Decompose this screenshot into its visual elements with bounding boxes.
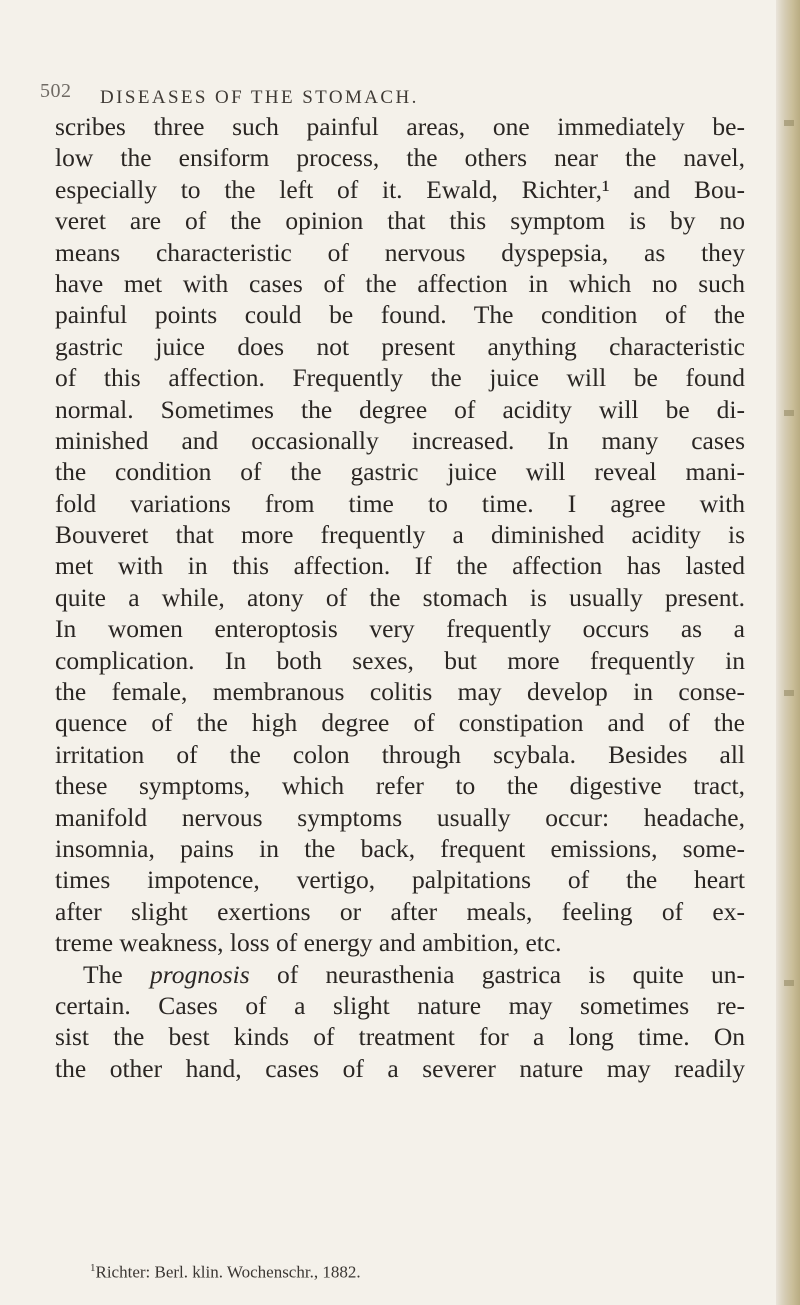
text-line: quence of the high degree of constipation and of the	[55, 708, 745, 738]
text-line: minished and occasionally increased. In many cases	[55, 425, 745, 455]
text-line: painful points could be found. The condition of the	[55, 300, 745, 330]
text-line: veret are of the opinion that this symptom is by no	[55, 206, 745, 236]
footnote	[90, 1262, 740, 1283]
text-line: these symptoms, which refer to the digestive tract,	[55, 771, 745, 801]
edge-mark	[784, 410, 794, 416]
text-line: normal. Sometimes the degree of acidity will be di-	[55, 394, 745, 424]
text-line: In women enteroptosis very frequently occurs as a	[55, 614, 745, 644]
text-line: irritation of the colon through scybala. Besides all	[55, 739, 745, 769]
prognosis-term: prognosis	[149, 959, 250, 989]
text-line: fold variations from time to time. I agree with	[55, 488, 745, 518]
running-head: DISEASES OF THE STOMACH.	[100, 87, 419, 108]
prognosis-first-line	[55, 959, 745, 990]
text-line: the female, membranous colitis may develop in conse-	[55, 677, 745, 707]
prognosis-lead: The	[83, 959, 150, 989]
text-line: after slight exertions or after meals, feeling of ex-	[55, 896, 745, 926]
text-line: gastric juice does not present anything characteristic	[55, 331, 745, 361]
text-line: low the ensiform process, the others near the navel,	[55, 143, 745, 173]
text-line: treme weakness, loss of energy and ambition, etc.	[55, 928, 562, 958]
text-line: certain. Cases of a slight nature may sometimes re-	[55, 990, 745, 1020]
page-edge-shadow	[776, 0, 800, 1305]
text-line: the other hand, cases of a severer nature may readily	[55, 1053, 745, 1083]
text-line: times impotence, vertigo, palpitations of the heart	[55, 865, 745, 895]
text-line: of this affection. Frequently the juice will be found	[55, 363, 745, 393]
text-line: especially to the left of it. Ewald, Richter,¹ and Bou-	[55, 174, 745, 204]
text-line: manifold nervous symptoms usually occur: headache,	[55, 802, 745, 832]
text-line: sist the best kinds of treatment for a long time. On	[55, 1022, 745, 1052]
text-line: insomnia, pains in the back, frequent emissions, some-	[55, 833, 745, 863]
text-line: have met with cases of the affection in which no such	[55, 268, 745, 298]
body-text	[55, 111, 745, 1084]
footnote-text: Richter: Berl. klin. Wochenschr., 1882.	[95, 1262, 361, 1282]
text-line: quite a while, atony of the stomach is usually present.	[55, 582, 745, 612]
text-line: complication. In both sexes, but more frequently in	[55, 645, 745, 675]
footnote-marker: 1	[90, 1262, 96, 1274]
text-line: means characteristic of nervous dyspepsia, as they	[55, 237, 745, 267]
edge-mark	[784, 980, 794, 986]
text-line: scribes three such painful areas, one immediately be-	[55, 112, 745, 141]
edge-mark	[784, 690, 794, 696]
text-line: met with in this affection. If the affection has lasted	[55, 551, 745, 581]
page-number: 502	[40, 80, 72, 102]
prognosis-line-rest: of neurasthenia gastrica is quite un-	[249, 959, 745, 989]
text-line: the condition of the gastric juice will reveal mani-	[55, 457, 745, 487]
edge-mark	[784, 120, 794, 126]
text-line: Bouveret that more frequently a diminished acidity is	[55, 520, 745, 550]
